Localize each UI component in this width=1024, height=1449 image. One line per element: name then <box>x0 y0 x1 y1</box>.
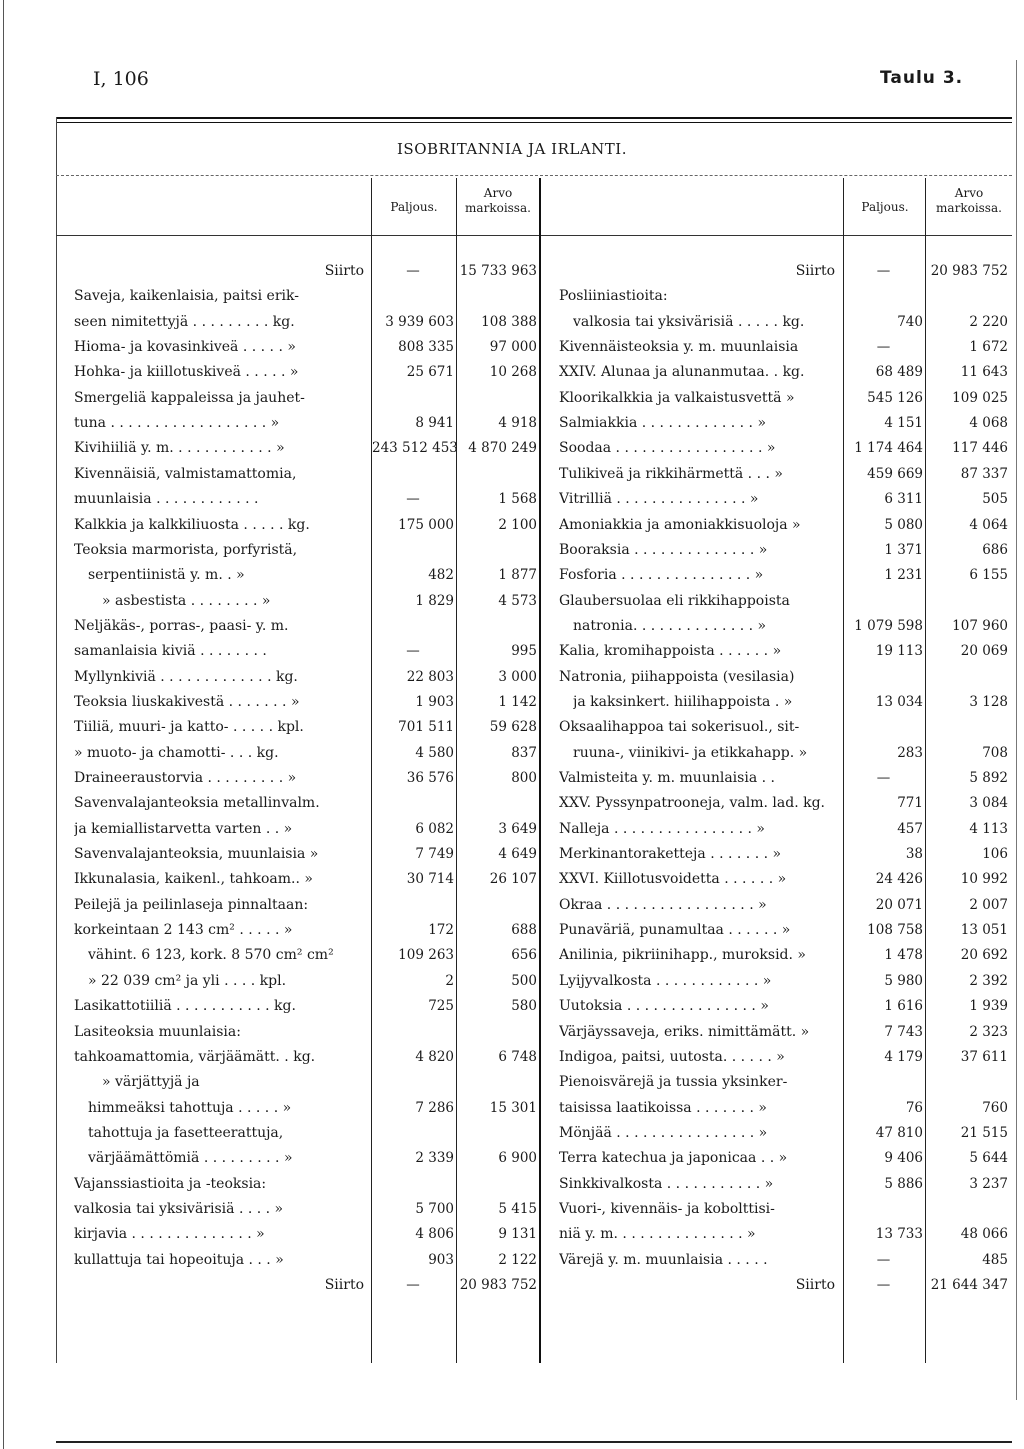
row-label: serpentiinistä y. m. . » <box>88 567 245 584</box>
value-cell: 48 066 <box>960 1226 1008 1243</box>
table-row <box>0 791 1024 816</box>
row-label: Vajanssiastioita ja -teoksia: <box>74 1175 267 1192</box>
row-label: XXVI. Kiillotusvoidetta . . . . . . » <box>559 871 787 888</box>
quantity-cell: 22 803 <box>406 668 454 685</box>
value-cell: 580 <box>511 998 537 1015</box>
value-cell: 686 <box>982 541 1008 558</box>
row-label: Värjäyssaveja, eriks. nimittämätt. » <box>559 1023 810 1040</box>
value-cell: 37 611 <box>960 1048 1008 1065</box>
value-cell: 2 220 <box>969 313 1008 330</box>
quantity-cell: 5 080 <box>884 516 923 533</box>
value-cell: 11 643 <box>960 364 1008 381</box>
quantity-cell: 740 <box>897 313 923 330</box>
table-row <box>0 690 1024 715</box>
table-row <box>0 1045 1024 1070</box>
quantity-cell: 24 426 <box>875 871 923 888</box>
quantity-cell: 20 071 <box>875 896 923 913</box>
row-label: Natronia, piihappoista (vesilasia) <box>559 668 795 685</box>
value-cell: 1 877 <box>498 567 537 584</box>
value-cell: 87 337 <box>960 465 1008 482</box>
quantity-cell: 13 733 <box>875 1226 923 1243</box>
row-label: ja kaksinkert. hiilihappoista . » <box>573 693 793 710</box>
row-label: Hohka- ja kiillotuskiveä . . . . . » <box>74 364 299 381</box>
value-cell: 1 672 <box>969 339 1008 356</box>
row-label: » asbestista . . . . . . . . » <box>102 592 271 609</box>
row-label: Draineeraustorvia . . . . . . . . . » <box>74 770 297 786</box>
row-label: kirjavia . . . . . . . . . . . . . . » <box>74 1226 265 1243</box>
value-cell: 4 573 <box>498 592 537 609</box>
row-label: XXIV. Alunaa ja alunanmutaa. . kg. <box>559 364 805 381</box>
quantity-cell: 5 980 <box>884 972 923 989</box>
quantity-cell: 4 820 <box>415 1048 454 1065</box>
row-label: Tiiliä, muuri- ja katto- . . . . . kpl. <box>74 719 304 736</box>
row-label: Siirto <box>324 263 364 279</box>
value-cell: 107 960 <box>952 617 1008 634</box>
value-cell: 26 107 <box>489 871 537 888</box>
value-cell: 3 649 <box>498 820 537 837</box>
row-label: seen nimitettyjä . . . . . . . . . kg. <box>74 313 295 330</box>
col-header-quantity-left: Paljous. <box>390 200 438 214</box>
value-cell: 1 568 <box>498 491 537 508</box>
table-row <box>0 1222 1024 1247</box>
row-label: Teoksia marmorista, porfyristä, <box>74 541 298 558</box>
top-rule-thin <box>56 122 1012 123</box>
value-cell: 20 692 <box>960 947 1008 964</box>
table-row <box>0 360 1024 385</box>
quantity-cell: 1 478 <box>884 947 923 964</box>
table-row <box>0 969 1024 994</box>
value-cell: 20 983 752 <box>930 263 1008 279</box>
table-row <box>0 1172 1024 1197</box>
table-title: ISOBRITANNIA JA IRLANTI. <box>397 140 627 158</box>
quantity-cell: 2 339 <box>415 1150 454 1167</box>
table-label: Taulu 3. <box>880 68 964 88</box>
value-cell: 4 068 <box>969 415 1008 432</box>
table-row <box>0 715 1024 740</box>
quantity-cell: 808 335 <box>398 339 454 356</box>
value-cell: 485 <box>982 1251 1008 1268</box>
quantity-cell: 68 489 <box>875 364 923 381</box>
row-label: Neljäkäs-, porras-, paasi- y. m. <box>74 617 289 634</box>
quantity-cell: 76 <box>905 1099 923 1116</box>
row-label: Kivihiiliä y. m. . . . . . . . . . . . » <box>74 440 285 457</box>
row-label: samanlaisia kiviä . . . . . . . . <box>74 643 267 660</box>
row-label: Värejä y. m. muunlaisia . . . . . <box>559 1251 768 1268</box>
table-row <box>0 918 1024 943</box>
row-label: Smergeliä kappaleissa ja jauhet- <box>74 389 305 406</box>
row-label: tuna . . . . . . . . . . . . . . . . . . » <box>74 415 280 432</box>
table-row <box>0 741 1024 766</box>
quantity-cell: 5 886 <box>884 1175 923 1192</box>
table-row <box>0 310 1024 335</box>
quantity-cell: 4 580 <box>415 744 454 761</box>
row-label: Kivennäisiä, valmistamattomia, <box>74 465 297 482</box>
value-cell: 3 237 <box>969 1175 1008 1192</box>
row-label: XXV. Pyssynpatrooneja, valm. lad. kg. <box>559 795 825 812</box>
row-label: Savenvalajanteoksia, muunlaisia » <box>74 846 319 863</box>
value-cell: 3 128 <box>969 693 1008 710</box>
quantity-cell: 9 406 <box>884 1150 923 1167</box>
row-label: » värjättyjä ja <box>102 1074 200 1091</box>
row-label: Soodaa . . . . . . . . . . . . . . . . . » <box>559 440 776 457</box>
value-cell: 500 <box>511 972 537 989</box>
value-cell: 3 084 <box>969 795 1008 812</box>
table-row <box>0 436 1024 461</box>
table-row <box>0 1273 1024 1298</box>
row-label: ruuna-, viinikivi- ja etikkahapp. » <box>573 744 808 761</box>
table-row <box>0 994 1024 1019</box>
value-cell: 4 064 <box>969 516 1008 533</box>
row-label: Teoksia liuskakivestä . . . . . . . » <box>74 693 300 710</box>
col-header-value-right <box>926 186 1012 216</box>
col-header-value-line1: Arvo <box>483 186 513 200</box>
quantity-cell: 545 126 <box>867 389 923 406</box>
table-row <box>0 943 1024 968</box>
row-label: Lasikattotiiliä . . . . . . . . . . . kg. <box>74 998 296 1015</box>
quantity-cell: 109 263 <box>398 947 454 964</box>
table-row <box>0 639 1024 664</box>
quantity-cell: — <box>406 643 420 660</box>
row-label: Terra katechua ja japonicaa . . » <box>559 1150 788 1167</box>
row-label: Vuori-, kivennäis- ja kobolttisi- <box>559 1200 775 1217</box>
value-cell: 97 000 <box>489 339 537 356</box>
row-label: Savenvalajanteoksia metallinvalm. <box>74 795 320 812</box>
quantity-cell: 1 829 <box>415 592 454 609</box>
footer-rule <box>56 1441 1012 1443</box>
row-label: niä y. m. . . . . . . . . . . . . . . » <box>559 1226 756 1243</box>
quantity-cell: 1 231 <box>884 567 923 584</box>
row-label: Siirto <box>324 1277 364 1293</box>
value-cell: 21 515 <box>960 1124 1008 1141</box>
quantity-cell: 3 939 603 <box>385 313 454 330</box>
row-label: Peilejä ja peilinlaseja pinnaltaan: <box>74 896 309 913</box>
value-cell: 2 100 <box>498 516 537 533</box>
page-number: I, 106 <box>93 68 149 90</box>
value-cell: 9 131 <box>498 1226 537 1243</box>
quantity-cell: 7 286 <box>415 1099 454 1116</box>
value-cell: 10 992 <box>960 871 1008 888</box>
quantity-cell: 6 082 <box>415 820 454 837</box>
row-label: Amoniakkia ja amoniakkisuoloja » <box>559 516 801 533</box>
row-label: Siirto <box>795 263 835 279</box>
row-label: kullattuja tai hopeoituja . . . » <box>74 1251 284 1268</box>
table-row <box>0 665 1024 690</box>
row-label: Saveja, kaikenlaisia, paitsi erik- <box>74 288 299 305</box>
row-label: natronia. . . . . . . . . . . . . . » <box>573 617 767 634</box>
row-label: tahkoamattomia, värjäämätt. . kg. <box>74 1048 316 1065</box>
row-label: taisissa laatikoissa . . . . . . . » <box>559 1099 767 1116</box>
row-label: » muoto- ja chamotti- . . . kg. <box>74 744 279 761</box>
value-cell: 6 900 <box>498 1150 537 1167</box>
quantity-cell: 4 151 <box>884 415 923 432</box>
quantity-cell: 283 <box>897 744 923 761</box>
row-label: Kloorikalkkia ja valkaistusvettä » <box>559 389 795 406</box>
table-row <box>0 867 1024 892</box>
col-header-value-line2: markoissa. <box>465 201 531 215</box>
quantity-cell: 6 311 <box>884 491 923 508</box>
value-cell: 2 392 <box>969 972 1008 989</box>
row-label: vähint. 6 123, kork. 8 570 cm² cm² <box>88 947 334 964</box>
value-cell: 108 388 <box>481 313 537 330</box>
row-label: Anilinia, pikriinihapp., muroksid. » <box>559 947 806 964</box>
value-cell: 4 113 <box>969 820 1008 837</box>
row-label: Fosforia . . . . . . . . . . . . . . . » <box>559 567 764 584</box>
value-cell: 3 000 <box>498 668 537 685</box>
row-label: Kalkkia ja kalkkiliuosta . . . . . kg. <box>74 516 310 533</box>
quantity-cell: 4 806 <box>415 1226 454 1243</box>
table-row <box>0 589 1024 614</box>
table-row <box>0 386 1024 411</box>
quantity-cell: — <box>876 339 891 356</box>
row-label: Punaväriä, punamultaa . . . . . . » <box>559 922 791 939</box>
row-label: Mönjää . . . . . . . . . . . . . . . . » <box>559 1124 768 1141</box>
value-cell: 656 <box>511 947 537 964</box>
table-row <box>0 1248 1024 1273</box>
col-header-value-left <box>457 186 539 216</box>
quantity-cell: 30 714 <box>406 871 454 888</box>
quantity-cell: 459 669 <box>867 465 923 482</box>
title-rule <box>56 175 1012 176</box>
value-cell: 5 892 <box>969 770 1008 786</box>
table-row <box>0 563 1024 588</box>
quantity-cell: — <box>876 1251 891 1268</box>
table-row <box>0 1197 1024 1222</box>
value-cell: 21 644 347 <box>930 1277 1008 1293</box>
row-label: tahottuja ja fasetteerattuja, <box>88 1124 284 1141</box>
value-cell: 4 918 <box>498 415 537 432</box>
row-label: Oksaalihappoa tai sokerisuol., sit- <box>559 719 800 736</box>
table-row <box>0 538 1024 563</box>
row-label: Myllynkiviä . . . . . . . . . . . . . kg. <box>74 668 298 685</box>
quantity-cell: 19 113 <box>875 643 923 660</box>
quantity-cell: — <box>876 263 891 279</box>
row-label: Merkinantoraketteja . . . . . . . » <box>559 846 782 863</box>
quantity-cell: 175 000 <box>398 516 454 533</box>
row-label: Sinkkivalkosta . . . . . . . . . . . » <box>559 1175 774 1192</box>
row-label: Posliiniastioita: <box>559 288 668 305</box>
table-row <box>0 1020 1024 1045</box>
row-label: muunlaisia . . . . . . . . . . . . <box>74 491 259 508</box>
table-row <box>0 817 1024 842</box>
col-header-value-line1: Arvo <box>954 186 984 200</box>
value-cell: 5 644 <box>969 1150 1008 1167</box>
row-label: Glaubersuolaa eli rikkihappoista <box>559 592 790 609</box>
row-label: Lyijyvalkosta . . . . . . . . . . . . » <box>559 972 772 989</box>
quantity-cell: 903 <box>428 1251 454 1268</box>
value-cell: 760 <box>982 1099 1008 1116</box>
row-label: Salmiakkia . . . . . . . . . . . . . » <box>559 415 767 432</box>
row-label: » 22 039 cm² ja yli . . . . kpl. <box>88 972 287 989</box>
value-cell: 1 142 <box>498 693 537 710</box>
row-label: Hioma- ja kovasinkiveä . . . . . » <box>74 339 296 356</box>
table-row <box>0 1096 1024 1121</box>
value-cell: 837 <box>511 744 537 761</box>
quantity-cell: 38 <box>905 846 923 863</box>
row-label: Kalia, kromihappoista . . . . . . » <box>559 643 782 660</box>
quantity-cell: 172 <box>428 922 454 939</box>
value-cell: 106 <box>982 846 1008 863</box>
value-cell: 20 069 <box>960 643 1008 660</box>
table-row <box>0 284 1024 309</box>
quantity-cell: 771 <box>897 795 923 812</box>
value-cell: 2 007 <box>969 896 1008 913</box>
row-label: ja kemiallistarvetta varten . . » <box>74 820 293 837</box>
value-cell: 13 051 <box>960 922 1008 939</box>
quantity-cell: 8 941 <box>415 415 454 432</box>
quantity-cell: 25 671 <box>406 364 454 381</box>
row-label: Valmisteita y. m. muunlaisia . . <box>559 770 775 786</box>
quantity-cell: — <box>876 1277 891 1293</box>
value-cell: 995 <box>511 643 537 660</box>
row-label: Okraa . . . . . . . . . . . . . . . . . » <box>559 896 767 913</box>
table-row <box>0 462 1024 487</box>
table-row <box>0 842 1024 867</box>
quantity-cell: 5 700 <box>415 1200 454 1217</box>
quantity-cell: 7 743 <box>884 1023 923 1040</box>
quantity-cell: 482 <box>428 567 454 584</box>
table-row <box>0 1070 1024 1095</box>
row-label: Vitrilliä . . . . . . . . . . . . . . . » <box>559 491 759 508</box>
row-label: valkosia tai yksivärisiä . . . . » <box>74 1200 284 1217</box>
table-row <box>0 893 1024 918</box>
row-label: valkosia tai yksivärisiä . . . . . kg. <box>573 313 805 330</box>
row-label: värjäämättömiä . . . . . . . . . » <box>88 1150 293 1167</box>
value-cell: 109 025 <box>952 389 1008 406</box>
table-row <box>0 487 1024 512</box>
quantity-cell: 13 034 <box>875 693 923 710</box>
quantity-cell: 1 079 598 <box>854 617 923 634</box>
quantity-cell: 108 758 <box>867 922 923 939</box>
col-header-quantity-right: Paljous. <box>861 200 909 214</box>
table-row <box>0 614 1024 639</box>
quantity-cell: — <box>876 770 891 786</box>
row-label: Siirto <box>795 1277 835 1293</box>
value-cell: 708 <box>982 744 1008 761</box>
table-row <box>0 1121 1024 1146</box>
value-cell: 10 268 <box>489 364 537 381</box>
row-label: Lasiteoksia muunlaisia: <box>74 1023 241 1040</box>
quantity-cell: 47 810 <box>875 1124 923 1141</box>
quantity-cell: 2 <box>445 972 454 989</box>
row-label: Ikkunalasia, kaikenl., tahkoam.. » <box>74 871 313 888</box>
value-cell: 4 649 <box>498 846 537 863</box>
value-cell: 117 446 <box>952 440 1008 457</box>
value-cell: 15 733 963 <box>459 263 537 279</box>
row-label: himmeäksi tahottuja . . . . . » <box>88 1099 292 1116</box>
row-label: Indigoa, paitsi, uutosta. . . . . . » <box>559 1048 785 1065</box>
value-cell: 800 <box>511 770 537 786</box>
value-cell: 2 122 <box>498 1251 537 1268</box>
row-label: Nalleja . . . . . . . . . . . . . . . . » <box>559 820 765 837</box>
value-cell: 6 155 <box>969 567 1008 584</box>
table-row <box>0 411 1024 436</box>
value-cell: 6 748 <box>498 1048 537 1065</box>
value-cell: 15 301 <box>489 1099 537 1116</box>
quantity-cell: 4 179 <box>884 1048 923 1065</box>
quantity-cell: 243 512 453 <box>372 440 458 457</box>
value-cell: 5 415 <box>498 1200 537 1217</box>
value-cell: 505 <box>982 491 1008 508</box>
quantity-cell: 1 371 <box>884 541 923 558</box>
value-cell: 59 628 <box>489 719 537 736</box>
table-row <box>0 335 1024 360</box>
quantity-cell: 1 174 464 <box>854 440 923 457</box>
row-label: Pienoisvärejä ja tussia yksinker- <box>559 1074 788 1091</box>
quantity-cell: — <box>406 263 420 279</box>
header-rule <box>56 235 1012 236</box>
value-cell: 20 983 752 <box>459 1277 537 1293</box>
value-cell: 2 323 <box>969 1023 1008 1040</box>
value-cell: 688 <box>511 922 537 939</box>
quantity-cell: 36 576 <box>406 770 454 786</box>
col-header-value-line2: markoissa. <box>936 201 1002 215</box>
row-label: Uutoksia . . . . . . . . . . . . . . . » <box>559 998 769 1015</box>
quantity-cell: 7 749 <box>415 846 454 863</box>
quantity-cell: 457 <box>897 820 923 837</box>
row-label: Kivennäisteoksia y. m. muunlaisia <box>559 339 799 356</box>
table-row <box>0 766 1024 791</box>
table-row <box>0 1146 1024 1171</box>
row-label: Booraksia . . . . . . . . . . . . . . » <box>559 541 768 558</box>
table-row <box>0 259 1024 284</box>
quantity-cell: — <box>406 491 420 508</box>
table-row <box>0 513 1024 538</box>
row-label: Tulikiveä ja rikkihärmettä . . . » <box>559 465 783 482</box>
quantity-cell: 725 <box>428 998 454 1015</box>
top-rule <box>56 117 1012 119</box>
value-cell: 4 870 249 <box>468 440 537 457</box>
quantity-cell: — <box>406 1277 420 1293</box>
quantity-cell: 701 511 <box>398 719 454 736</box>
quantity-cell: 1 616 <box>884 998 923 1015</box>
row-label: korkeintaan 2 143 cm² . . . . . » <box>74 922 293 939</box>
quantity-cell: 1 903 <box>415 693 454 710</box>
value-cell: 1 939 <box>969 998 1008 1015</box>
